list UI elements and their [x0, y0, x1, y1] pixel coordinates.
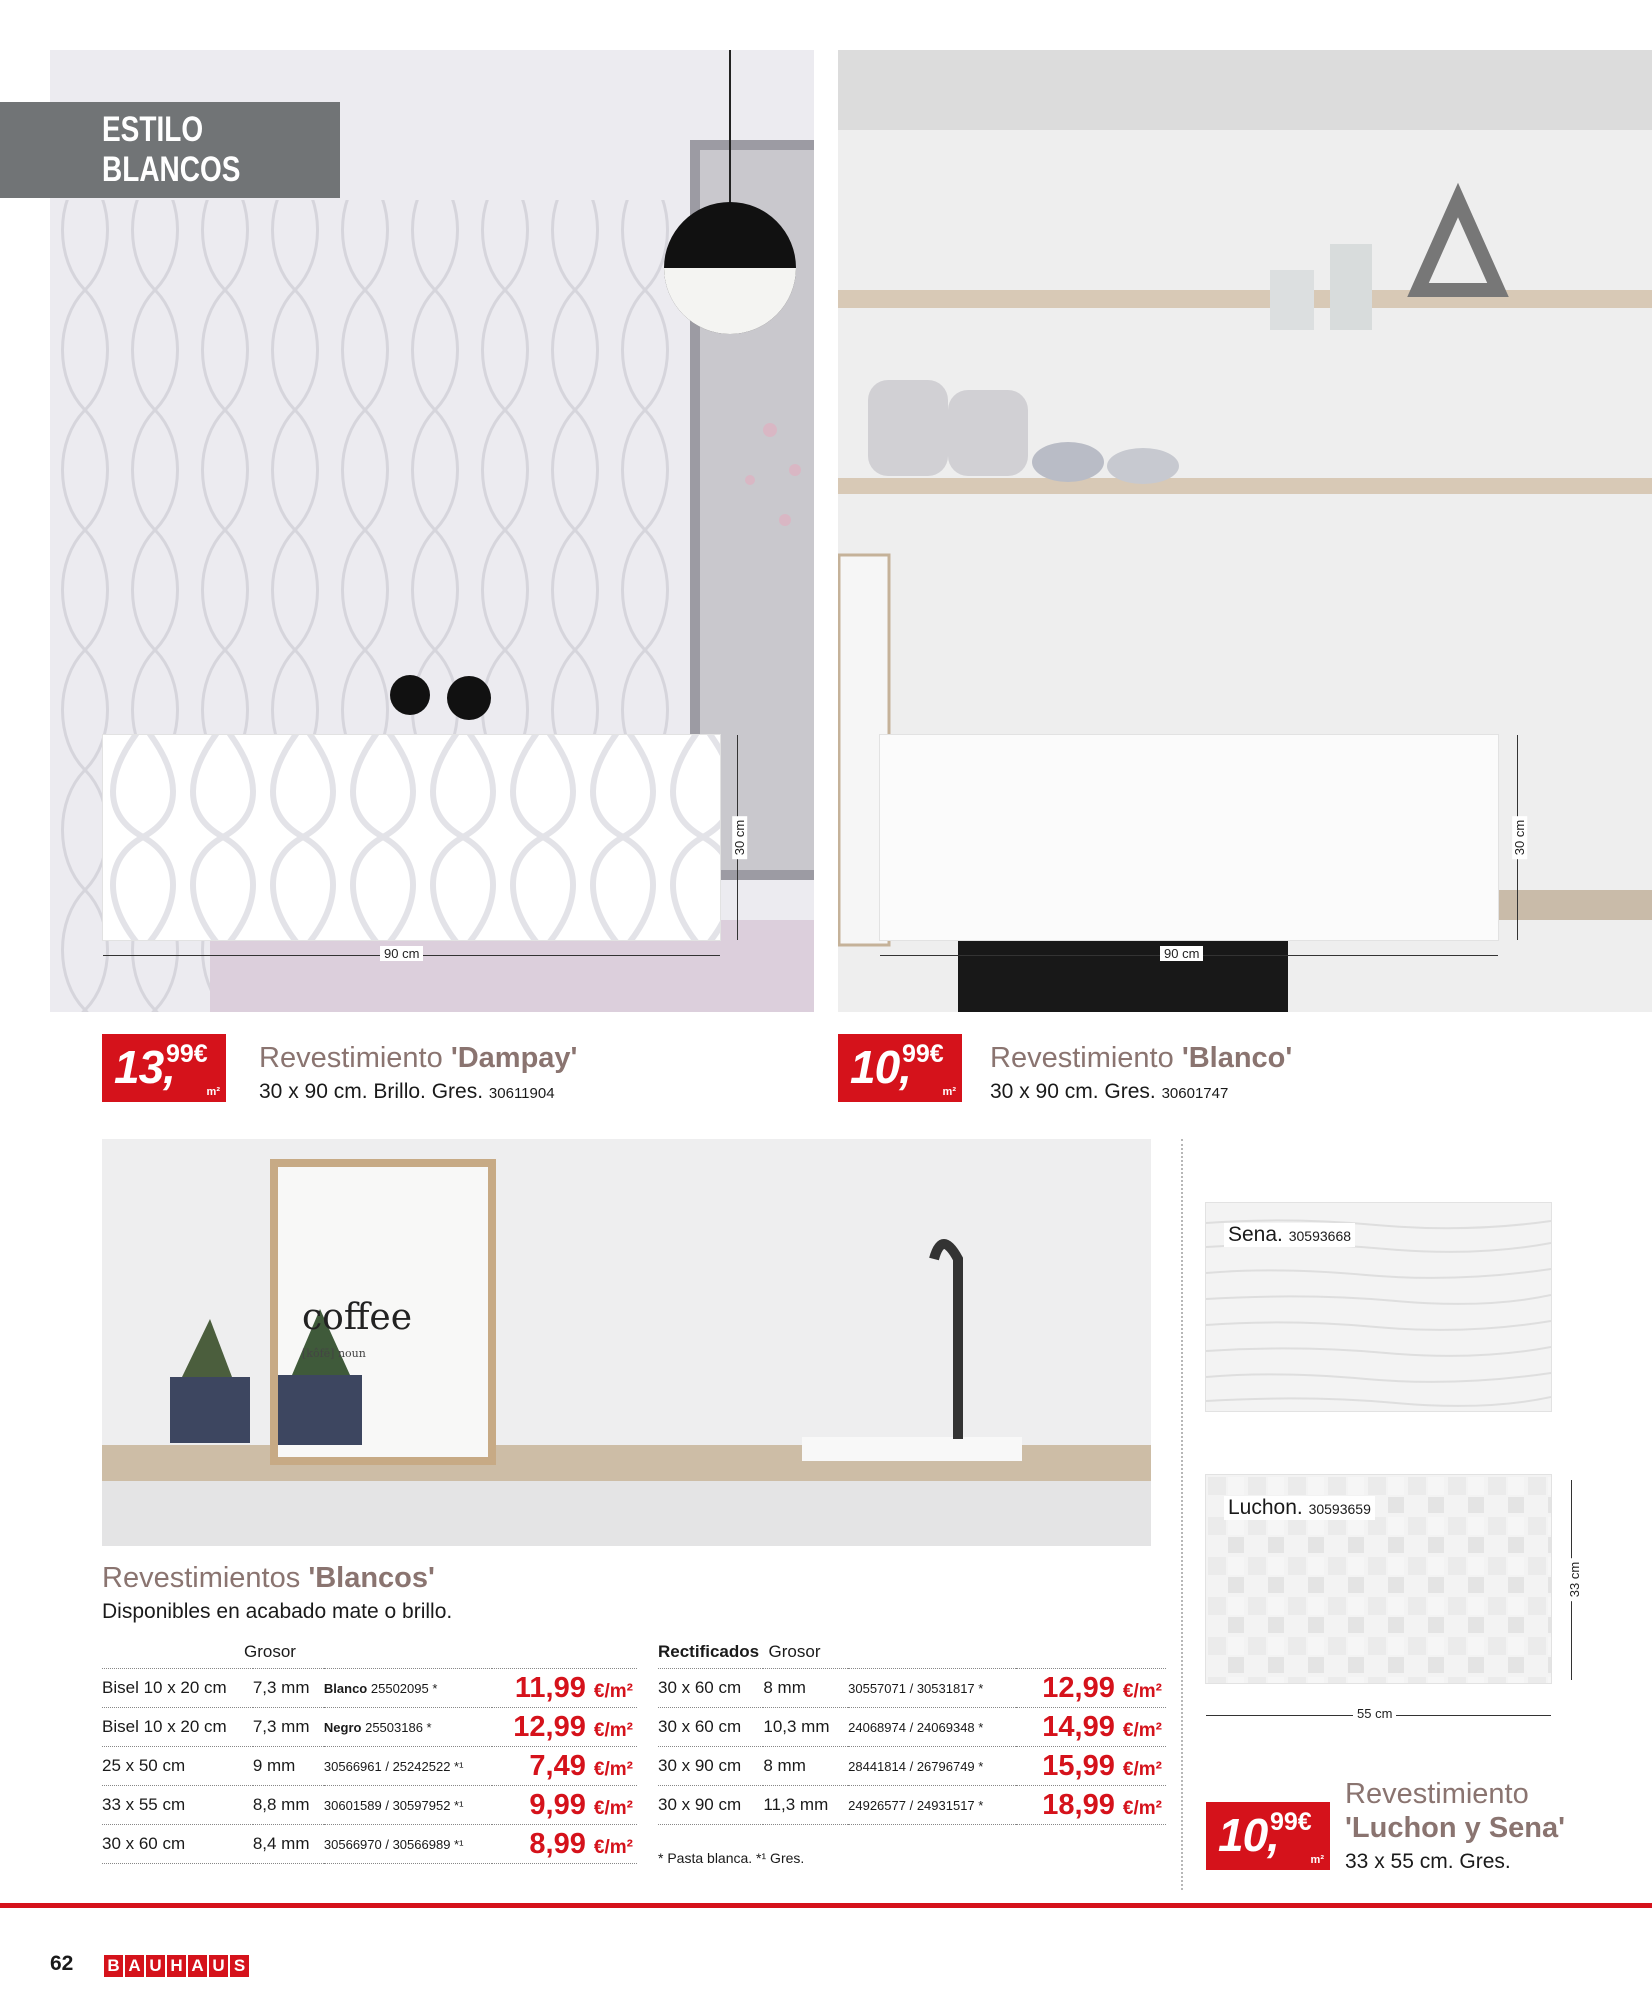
blancos-title: Revestimientos 'Blancos'	[102, 1562, 435, 1594]
page-number: 62	[50, 1952, 74, 1975]
luchon-width-label: 55 cm	[1353, 1706, 1396, 1721]
dampay-price-tag	[102, 1034, 226, 1102]
luchon-sena-price-tag	[1206, 1802, 1330, 1870]
table-row: 30 x 60 cm 8 mm 30557071 / 30531817 * 12,99 €/m²	[658, 1669, 1166, 1708]
blanco-width-label: 90 cm	[1160, 946, 1203, 961]
table-row: 30 x 60 cm 8,4 mm 30566970 / 30566989 *¹ 8,99 €/m²	[102, 1825, 637, 1864]
blanco-subtitle: 30 x 90 cm. Gres. 30601747	[990, 1080, 1229, 1103]
sena-label: Sena. 30593668	[1224, 1223, 1355, 1247]
table-footnote: * Pasta blanca. *¹ Gres.	[658, 1850, 805, 1866]
table-row: Bisel 10 x 20 cm 7,3 mm Negro 25503186 * 12,99 €/m²	[102, 1708, 637, 1747]
dampay-height-label: 30 cm	[732, 816, 747, 859]
blancos-photo	[102, 1139, 1151, 1546]
table-row: 30 x 90 cm 11,3 mm 24926577 / 24931517 * 18,99 €/m²	[658, 1786, 1166, 1825]
dampay-title: Revestimiento 'Dampay'	[259, 1042, 578, 1074]
dampay-price-unit: m²	[206, 1086, 220, 1098]
left-table-header: Grosor	[244, 1642, 296, 1661]
luchon-sena-price-dec: 99€	[1270, 1808, 1312, 1836]
blanco-price-int: 10,	[850, 1041, 911, 1093]
dampay-width-label: 90 cm	[380, 946, 423, 961]
left-spec-table	[102, 1668, 637, 1864]
luchon-height-label: 33 cm	[1567, 1558, 1582, 1601]
dampay-price-int: 13,	[114, 1041, 175, 1093]
coffee-poster-subtitle: [kôfē] noun	[302, 1347, 366, 1360]
footer-bar	[0, 1903, 1652, 1908]
dampay-price-dec: 99€	[166, 1040, 208, 1068]
table-row: 30 x 60 cm 10,3 mm 24068974 / 24069348 * 14,99 €/m²	[658, 1708, 1166, 1747]
luchon-sena-subtitle: 33 x 55 cm. Gres.	[1345, 1850, 1511, 1873]
luchon-sena-title-pre: Revestimiento	[1345, 1778, 1529, 1810]
table-row: 25 x 50 cm 9 mm 30566961 / 25242522 *¹ 7,49 €/m²	[102, 1747, 637, 1786]
blanco-price-unit: m²	[942, 1086, 956, 1098]
luchon-label: Luchon. 30593659	[1224, 1496, 1375, 1520]
blancos-kitchen-illustration	[102, 1139, 1151, 1546]
luchon-sena-price-int: 10,	[1218, 1809, 1279, 1861]
luchon-sena-title-name: 'Luchon y Sena'	[1345, 1812, 1566, 1844]
blanco-price-dec: 99€	[902, 1040, 944, 1068]
dampay-tile-sample	[103, 735, 720, 940]
right-spec-table	[658, 1668, 1166, 1825]
column-divider	[1181, 1139, 1183, 1890]
blanco-title: Revestimiento 'Blanco'	[990, 1042, 1293, 1074]
section-label: ESTILO BLANCOS	[0, 102, 340, 198]
table-row: Bisel 10 x 20 cm 7,3 mm Blanco 25502095 * 11,99 €/m²	[102, 1669, 637, 1708]
blanco-price-tag	[838, 1034, 962, 1102]
dampay-subtitle: 30 x 90 cm. Brillo. Gres. 30611904	[259, 1080, 555, 1103]
blanco-tile-sample	[880, 735, 1498, 940]
coffee-poster-title: coffee	[302, 1297, 413, 1338]
right-table-header: Rectificados Grosor	[658, 1642, 821, 1661]
blanco-height-label: 30 cm	[1512, 816, 1527, 859]
table-row: 33 x 55 cm 8,8 mm 30601589 / 30597952 *¹ 9,99 €/m²	[102, 1786, 637, 1825]
bauhaus-logo: B A U H A U S	[104, 1955, 251, 1977]
table-row: 30 x 90 cm 8 mm 28441814 / 26796749 * 15,99 €/m²	[658, 1747, 1166, 1786]
blancos-subtitle: Disponibles en acabado mate o brillo.	[102, 1600, 453, 1623]
luchon-sena-price-unit: m²	[1310, 1854, 1324, 1866]
